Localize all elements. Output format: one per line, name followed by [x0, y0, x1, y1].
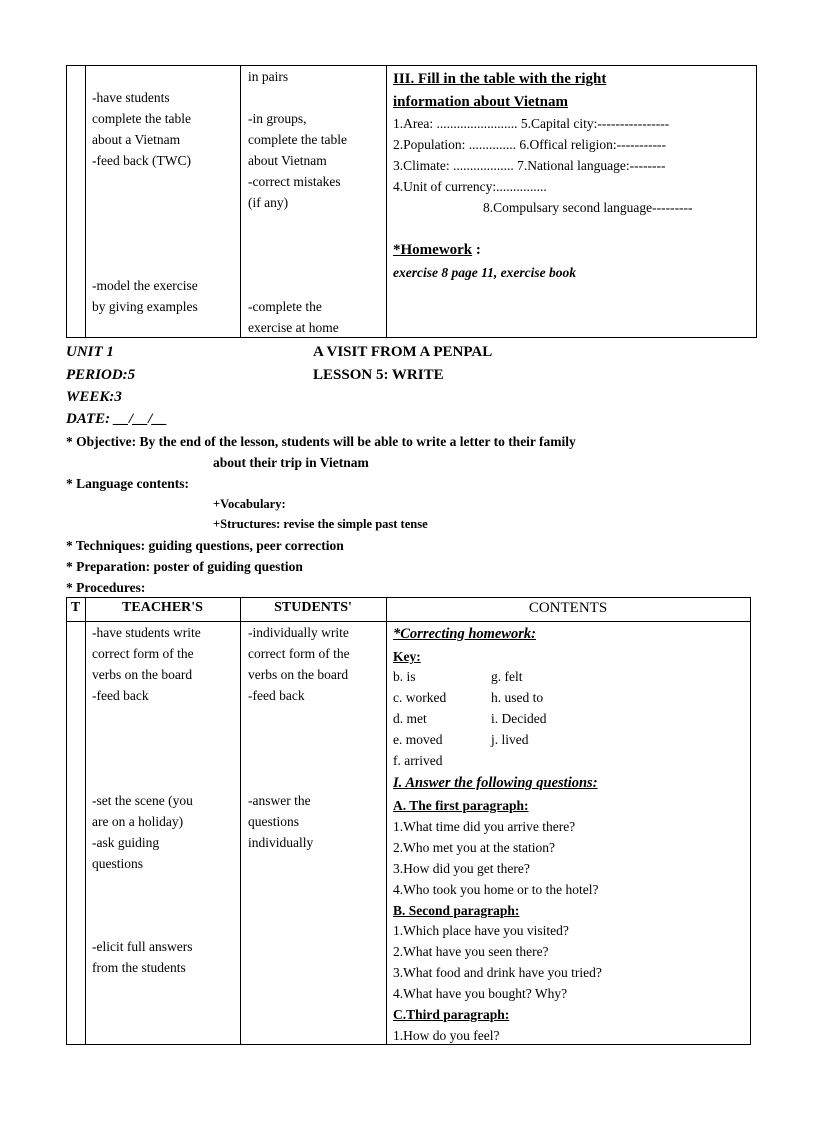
- key-item: c. worked: [393, 690, 447, 705]
- key-item: f. arrived: [393, 753, 443, 768]
- homework-colon: :: [475, 242, 481, 258]
- top-contents-rows: [393, 113, 669, 197]
- period-label: PERIOD:5: [66, 367, 136, 383]
- paragraph-b-heading: B. Second paragraph:: [393, 903, 520, 918]
- top-students-col-2: [248, 296, 339, 338]
- students-line: correct form of the: [248, 646, 350, 661]
- preparation: * Preparation: poster of guiding question: [66, 559, 303, 574]
- fill-row: 2.Population: .............. 6.Offical religion:-----------: [393, 137, 667, 152]
- key-item: e. moved: [393, 732, 443, 747]
- teacher-line: correct form of the: [92, 646, 194, 661]
- top-students-line: about Vietnam: [248, 153, 327, 168]
- paragraph-a-questions: [393, 816, 598, 900]
- question: 2.Who met you at the station?: [393, 840, 555, 855]
- key-item: j. lived: [491, 732, 529, 747]
- top-teacher-line: -model the exercise: [92, 278, 198, 293]
- teacher-line: -set the scene (you: [92, 793, 193, 808]
- vocabulary: +Vocabulary:: [213, 497, 286, 511]
- teacher-block-a: [92, 622, 201, 706]
- students-line: questions: [248, 814, 300, 829]
- structures: +Structures: revise the simple past tense: [213, 517, 428, 531]
- top-students-line: exercise at home: [248, 320, 339, 335]
- students-line: -answer the: [248, 793, 311, 808]
- top-students-line: complete the table: [248, 132, 347, 147]
- top-students-line: -complete the: [248, 299, 322, 314]
- top-teacher-line: -have students: [92, 90, 170, 105]
- top-contents-heading-2: information about Vietnam: [393, 94, 569, 110]
- question: 2.What have you seen there?: [393, 944, 549, 959]
- question: 4.What have you bought? Why?: [393, 986, 568, 1001]
- paragraph-c-heading: C.Third paragraph:: [393, 1007, 510, 1022]
- key-label: Key:: [393, 649, 421, 664]
- key-item: b. is: [393, 669, 416, 684]
- top-contents-heading-1: III. Fill in the table with the right: [393, 71, 607, 87]
- procedures: * Procedures:: [66, 580, 146, 595]
- question: 3.How did you get there?: [393, 861, 530, 876]
- students-line: -individually write: [248, 625, 349, 640]
- students-block-b: [248, 790, 313, 853]
- top-teacher-col-1: [92, 87, 191, 171]
- lesson-title: A VISIT FROM A PENPAL: [313, 344, 493, 360]
- paragraph-b-questions: [393, 920, 602, 1004]
- top-students-line: in pairs: [248, 69, 289, 84]
- col-header-t: T: [70, 600, 81, 615]
- question: 1.How do you feel?: [393, 1028, 500, 1043]
- date-label: DATE: __/__/__: [66, 411, 168, 427]
- key-left: [393, 666, 446, 771]
- question: 4.Who took you home or to the hotel?: [393, 882, 599, 897]
- homework-text: exercise 8 page 11, exercise book: [393, 265, 576, 280]
- top-teacher-line: about a Vietnam: [92, 132, 181, 147]
- top-students-spacer: [248, 87, 347, 108]
- col-header-teacher: TEACHER'S: [122, 600, 203, 615]
- week-label: WEEK:3: [66, 389, 122, 405]
- homework-title-text: *Homework: [393, 242, 473, 258]
- top-students-line: (if any): [248, 195, 289, 210]
- correcting-homework: *Correcting homework:: [393, 626, 536, 642]
- top-students-line: -correct mistakes: [248, 174, 341, 189]
- fill-row-indented: 8.Compulsary second language---------: [483, 200, 693, 215]
- top-students-col-1: [248, 66, 347, 213]
- key-item: i. Decided: [491, 711, 547, 726]
- paragraph-a-heading: A. The first paragraph:: [393, 798, 529, 813]
- fill-row: 4.Unit of currency:...............: [393, 179, 547, 194]
- techniques: * Techniques: guiding questions, peer correction: [66, 538, 344, 553]
- teacher-line: -feed back: [92, 688, 149, 703]
- teacher-line: -have students write: [92, 625, 201, 640]
- top-teacher-col-2: [92, 275, 198, 317]
- students-line: -feed back: [248, 688, 305, 703]
- teacher-block-c: [92, 936, 192, 978]
- homework-title: [393, 240, 481, 261]
- students-line: verbs on the board: [248, 667, 349, 682]
- teacher-line: questions: [92, 856, 144, 871]
- top-students-line: -in groups,: [248, 111, 307, 126]
- top-teacher-line: by giving examples: [92, 299, 198, 314]
- key-item: g. felt: [491, 669, 523, 684]
- question: 1.What time did you arrive there?: [393, 819, 576, 834]
- students-block-a: [248, 622, 350, 706]
- top-teacher-line: complete the table: [92, 111, 191, 126]
- unit-label: UNIT 1: [66, 344, 114, 360]
- teacher-block-b: [92, 790, 193, 874]
- teacher-line: from the students: [92, 960, 186, 975]
- key-item: d. met: [393, 711, 427, 726]
- objective-line-1: * Objective: By the end of the lesson, students will be able to write a letter to their family: [66, 434, 576, 449]
- fill-row: 3.Climate: .................. 7.National language:--------: [393, 158, 666, 173]
- language-contents: * Language contents:: [66, 476, 190, 491]
- key-item: h. used to: [491, 690, 544, 705]
- teacher-line: are on a holiday): [92, 814, 184, 829]
- answer-heading: I. Answer the following questions:: [393, 775, 598, 791]
- students-line: individually: [248, 835, 314, 850]
- question: 1.Which place have you visited?: [393, 923, 569, 938]
- teacher-line: verbs on the board: [92, 667, 193, 682]
- col-header-students: STUDENTS': [274, 600, 352, 615]
- question: 3.What food and drink have you tried?: [393, 965, 602, 980]
- paragraph-c-questions: [393, 1025, 499, 1046]
- fill-row: 1.Area: ........................ 5.Capital city:----------------: [393, 116, 670, 131]
- key-right: [491, 666, 546, 750]
- teacher-line: -elicit full answers: [92, 939, 193, 954]
- teacher-line: -ask guiding: [92, 835, 160, 850]
- col-header-contents: CONTENTS: [528, 600, 608, 616]
- objective-line-2: about their trip in Vietnam: [213, 455, 369, 470]
- top-teacher-line: -feed back (TWC): [92, 153, 191, 168]
- lesson-subtitle: LESSON 5: WRITE: [313, 367, 444, 383]
